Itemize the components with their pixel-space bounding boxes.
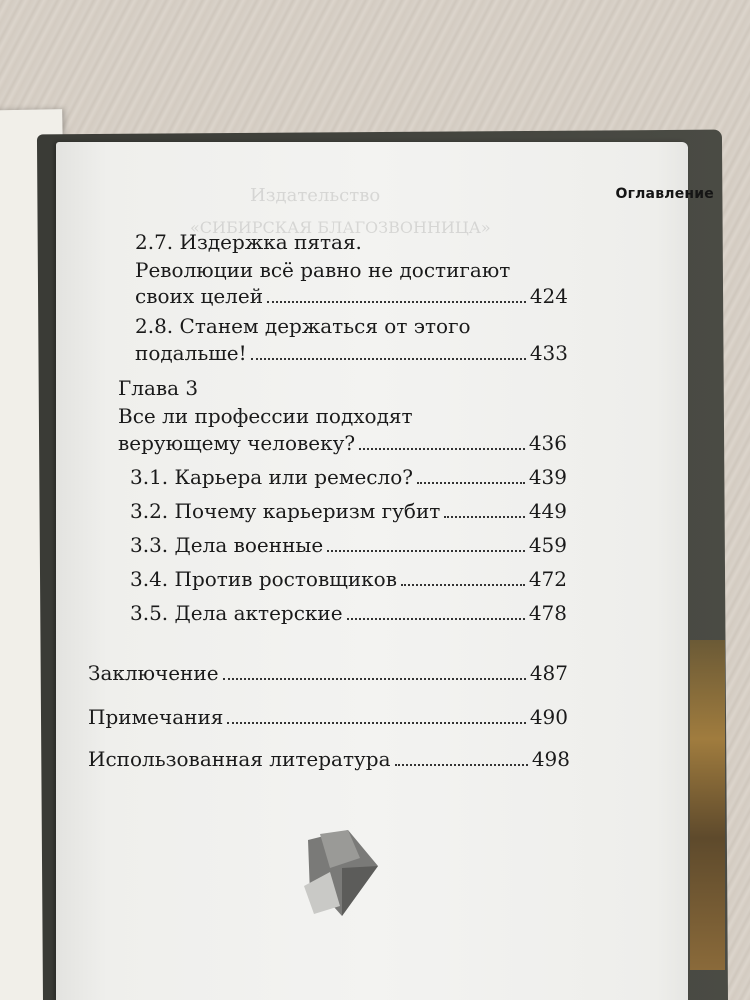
page-header: Оглавление — [615, 186, 714, 202]
toc-entry-title: 3.3. Дела военные — [130, 533, 324, 557]
toc-entry — [88, 705, 568, 729]
toc-entry-page: 433 — [529, 341, 568, 365]
toc-entry — [135, 284, 568, 308]
toc-entry-title: своих целей — [135, 284, 264, 308]
chapter-heading: Глава 3 — [118, 376, 199, 400]
toc-entry-page: 478 — [528, 601, 567, 625]
toc-entry-page: 439 — [528, 465, 567, 489]
toc-entry — [130, 567, 567, 591]
toc-leader-dots — [327, 549, 525, 552]
toc-entry — [135, 341, 568, 365]
toc-leader-dots — [359, 447, 525, 450]
toc-entry-title: 3.5. Дела актерские — [130, 601, 343, 625]
toc-entry-page: 459 — [528, 533, 567, 557]
toc-leader-dots — [347, 617, 525, 620]
toc-entry — [130, 601, 567, 625]
toc-leader-dots — [227, 721, 525, 724]
toc-leader-dots — [401, 583, 525, 586]
toc-leader-dots — [267, 300, 526, 303]
toc-entry-page: 449 — [528, 499, 567, 523]
toc-entry-line: Революции всё равно не достигают — [135, 258, 511, 282]
bleed-through-text: Издательство — [250, 185, 381, 206]
toc-entry — [118, 431, 567, 455]
toc-entry — [88, 747, 570, 771]
toc-leader-dots — [417, 481, 525, 484]
toc-leader-dots — [395, 763, 528, 766]
toc-entry-page: 490 — [529, 705, 568, 729]
book-cover-edge-illustration — [690, 640, 725, 970]
toc-entry — [130, 499, 567, 523]
toc-entry-title: 3.4. Против ростовщиков — [130, 567, 397, 591]
toc-leader-dots — [251, 357, 526, 360]
toc-entry-page: 498 — [531, 747, 570, 771]
toc-leader-dots — [444, 515, 524, 518]
toc-entry — [88, 661, 568, 685]
toc-entry — [130, 465, 567, 489]
bleed-through-text: «СИБИРСКАЯ БЛАГОЗВОННИЦА» — [190, 218, 491, 237]
toc-entry-line: Все ли профессии подходят — [118, 404, 413, 428]
toc-entry — [130, 533, 567, 557]
toc-entry-title: подальше! — [135, 341, 247, 365]
toc-entry-page: 436 — [528, 431, 567, 455]
publisher-emblem-icon — [300, 828, 380, 918]
toc-entry-title: 3.1. Карьера или ремесло? — [130, 465, 413, 489]
toc-entry-line: 2.7. Издержка пятая. — [135, 230, 362, 254]
toc-entry-title: верующему человеку? — [118, 431, 356, 455]
toc-entry-title: 3.2. Почему карьеризм губит — [130, 499, 441, 523]
toc-entry-page: 472 — [528, 567, 567, 591]
toc-entry-title: Использованная литература — [88, 747, 391, 771]
toc-entry-title: Заключение — [88, 661, 219, 685]
toc-entry-page: 487 — [529, 661, 568, 685]
toc-entry-title: Примечания — [88, 705, 224, 729]
toc-leader-dots — [223, 677, 526, 680]
toc-entry-line: 2.8. Станем держаться от этого — [135, 314, 471, 338]
toc-entry-page: 424 — [529, 284, 568, 308]
